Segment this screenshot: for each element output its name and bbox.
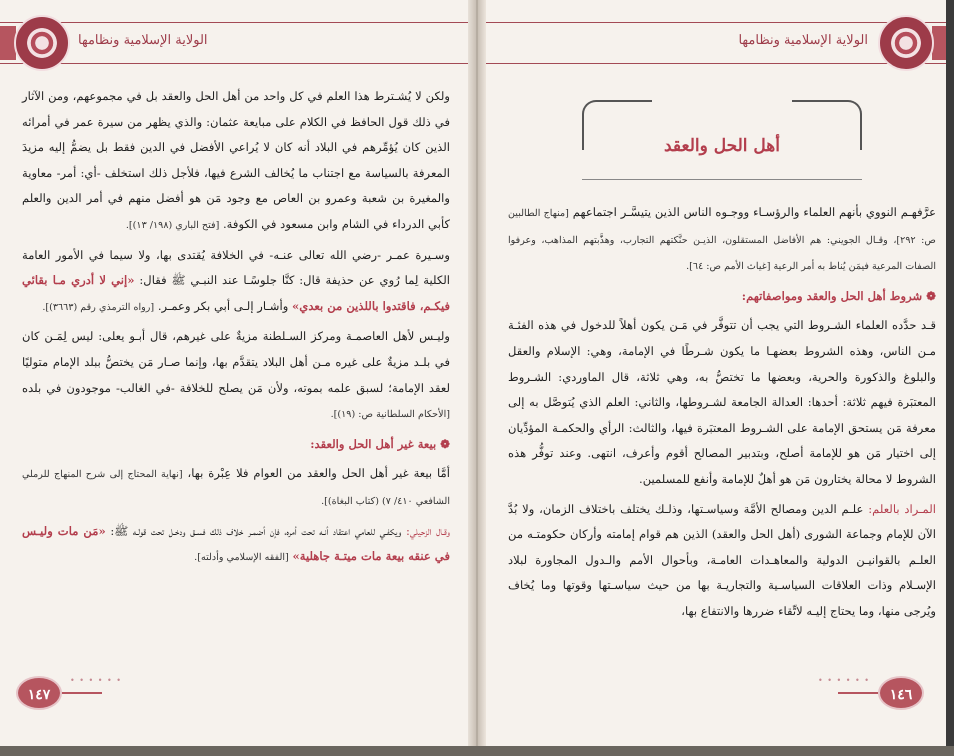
reference: [نهاية المحتاج إلى شرح المنهاج للرملي الشافعي ٤١٠/ ٧) (كتاب البغاة)]. (22, 469, 450, 507)
section-heading: ❁ بيعة غير أهل الحل والعقد: (310, 436, 450, 451)
flower-bullet-icon: ❁ (926, 288, 936, 303)
header-title-right: الولاية الإسلامية ونظامها (738, 33, 868, 48)
left-paragraph-3: وليـس لأهل العاصمـة ومركز السـلطنة مزيةٌ على غيرهم، قال أبـو يعلى: ليس لِمَـن كان في بلـد مزيةٌ على غيره مـن أهل البلاد يتقدَّم بها، وإنما صـار مَن يختصُّ ببلد الإمام متوليًا لعقد الإمامة؛ لسبق علمه بموته، ولأن مَن يصلح للخلافة -في الغالب- موجودون في بلده [الأحكام السلطانية ص: (١٩)]. (22, 329, 450, 421)
flower-bullet-icon: ❁ (440, 436, 450, 451)
page-edge (946, 0, 954, 756)
hadith-quote: «إني لا أدري مـا بقائي فيكـم، فاقتدوا باللذين من بعدي» (22, 273, 450, 313)
page-number-left: ١٤٧ (16, 676, 62, 710)
paragraph-lead: المـراد بالعلم: (868, 501, 937, 516)
reference: [رواه الترمذي رقم (٣٦٦٣)]. (42, 301, 155, 313)
right-body-text (508, 200, 936, 629)
book-gutter (468, 0, 486, 756)
left-paragraph-5: وقـال الزحيلي: ويكفـي للعامي اعتقاد أنـه تحت أمره، فإن أضمـر خلاف ذلك فسـق ودخـل تحت قولـه ﷺ: «مَن مات وليـس في عنقه بيعة مات ميتـة جاهلية» [الفقه الإسلامي وأدلته]. (22, 523, 450, 564)
chapter-title-frame (582, 100, 862, 180)
reference: [الأحكام السلطانية ص: (١٩)]. (330, 409, 450, 421)
left-paragraph-1: ولكن لا يُشـترط هذا العلم في كل واحد من أهل الحل والعقد بل في مجموعهم، ومن الآثار في ذلك قول الحافظ في الكلام على مبايعة عثمان: والذي يظهر من سيرة عمر في أمرائه الذين كان يُؤمِّرهم في البلاد أنه كان لا يُراعي الأفضل في الدين فقط بل يضمُّ إليه مزيدَ المعرفة بالسياسة مع اجتناب ما يُخالف الشرع فيها، فلأجل ذلك استخلف -أي: أمر- معاوية والمغيرة بن شعبة وعمرو بن العاص مع وجود مَن هو أفضل منهم في أمر الدين والعلم كأبي الدرداء في الشام وابن مسعود في الكوفة. [فتح الباري (١٩٨/ ١٣)]. (22, 89, 450, 231)
page-number-right: ١٤٦ (878, 676, 924, 710)
page-number-line (838, 692, 878, 694)
page-left (0, 0, 472, 756)
page-header-left (0, 22, 472, 64)
paragraph-lead: وقـال الزحيلي: (406, 523, 450, 538)
reference: [فتح الباري (١٩٨/ ١٣)]. (125, 219, 220, 231)
frame-bottom-line (582, 179, 862, 180)
right-paragraph-2: قـد حدَّده العلماء الشـروط التي يجب أن تتوفَّر في مَـن يكون أهلاً للدخول في هذه الفئـة مـن الناس، وهذه الشروط بعضهـا ما يكون شـرطًا في الإمامة، وهي: الإسلام والعقل والبلوغ والذكورة والحرية، وبعضها ما تختصُّ به، وهي ثلاثة، قال الماوردي: الشـروط المعتبَرة فيهم ثلاثة: أحدها: العدالة الجامعة لشـروطها، والثاني: العلم الذي يُتوصَّل به إلى معرفة مَن يستحق الإمامة على الشـروط المعتبَرة فيها، والثالث: الرأي والحكمـة المؤدِّيان إلى اختيار مَن هو للإمامة أصلح، وبتدبير المصالح أقوم وأعرف، انتهى. وعند توفُّر هذه الشروط لا محالة يختارون مَن هو أهلٌ للإمامة وأنفع للمسلمين. (508, 318, 936, 486)
decorative-dots: • • • • • • (70, 676, 123, 685)
reference: [منهاج الطالبين ص: ٢٩٢]، وقـال الجويني: هم الأفاضل المستقلون، الذيـن حنَّكتهم التجارب، وهذَّبتهم المذاهب، وعرفوا الصفات المرعية فيمَن يُناط به أمر الرعية [غياث الأمم ص: ٦٤]. (508, 208, 936, 273)
decorative-dots: • • • • • • (817, 676, 870, 685)
page-number-line (62, 692, 102, 694)
header-medallion-icon (14, 15, 70, 71)
right-paragraph-1: عرَّفهـم النووي بأنهم العلماء والرؤسـاء ووجـوه الناس الذين يتيسَّـر اجتماعهم [منهاج الطالبين ص: ٢٩٢]، وقـال الجويني: هم الأفاضل المستقلون، الذيـن حنَّكتهم التجارب، وهذَّبتهم المذاهب، وعرفوا الصفات المرعية فيمَن يُناط به أمر الرعية [غياث الأمم ص: ٦٤]. (508, 205, 937, 273)
left-body-text (22, 84, 450, 575)
section-heading: ❁ شروط أهل الحل والعقد ومواصفاتهم: (741, 288, 936, 303)
right-paragraph-3: المـراد بالعلم: علـم الدين ومصالح الأمَّة وسياسـتها، وذلـك يختلف باختلاف الزمان، ولا بُدَّ الآن للإمام وجماعة الشورى (أهل الحل والعقد) الذين هم قوام إمامته وأركان حكومتـه من العلـم بالقوانيـن الدولية والمعاهـدات العامـة، وبأحوال الأمم والـدول المجاورة لبلاد الإسـلام وذات العلاقات السياسـية والتجاريـة بها من حيث سياسـتها وقوتها وما يُخاف ويُرجى منها، وما يحتاج إليـه لاتِّقاء ضررها والانتفاع بها، (508, 501, 937, 618)
reference: [الفقه الإسلامي وأدلته]. (194, 552, 289, 564)
left-paragraph-4: أمَّا بيعة غير أهل الحل والعقد من العوام فلا عِبْرة بها، [نهاية المحتاج إلى شرح المنهاج للرملي الشافعي ٤١٠/ ٧) (كتاب البغاة)]. (22, 466, 450, 507)
page-header-right (482, 22, 954, 64)
hadith-quote: «مَن مات وليـس في عنقه بيعة مات ميتـة جاهلية» (22, 523, 450, 564)
header-medallion-icon (878, 15, 934, 71)
bottom-edge (0, 746, 954, 756)
chapter-title: أهل الحل والعقد (664, 136, 780, 156)
header-title-left: الولاية الإسلامية ونظامها (78, 33, 208, 48)
page-right (482, 0, 954, 756)
left-paragraph-2: وسـيرة عمـر -رضي الله تعالى عنـه- في الخلافة يُقتدى بها، ولا سيما في الأمور العامة الكلية لِما رُوي عن حذيفة قال: كنَّا جلوسًـا عند النبـي ﷺ فقال: «إني لا أدري مـا بقائي فيكـم، فاقتدوا باللذين من بعدي» وأشـار إلـى أبي بكر وعمـر. [رواه الترمذي رقم (٣٦٦٣)]. (22, 247, 451, 313)
